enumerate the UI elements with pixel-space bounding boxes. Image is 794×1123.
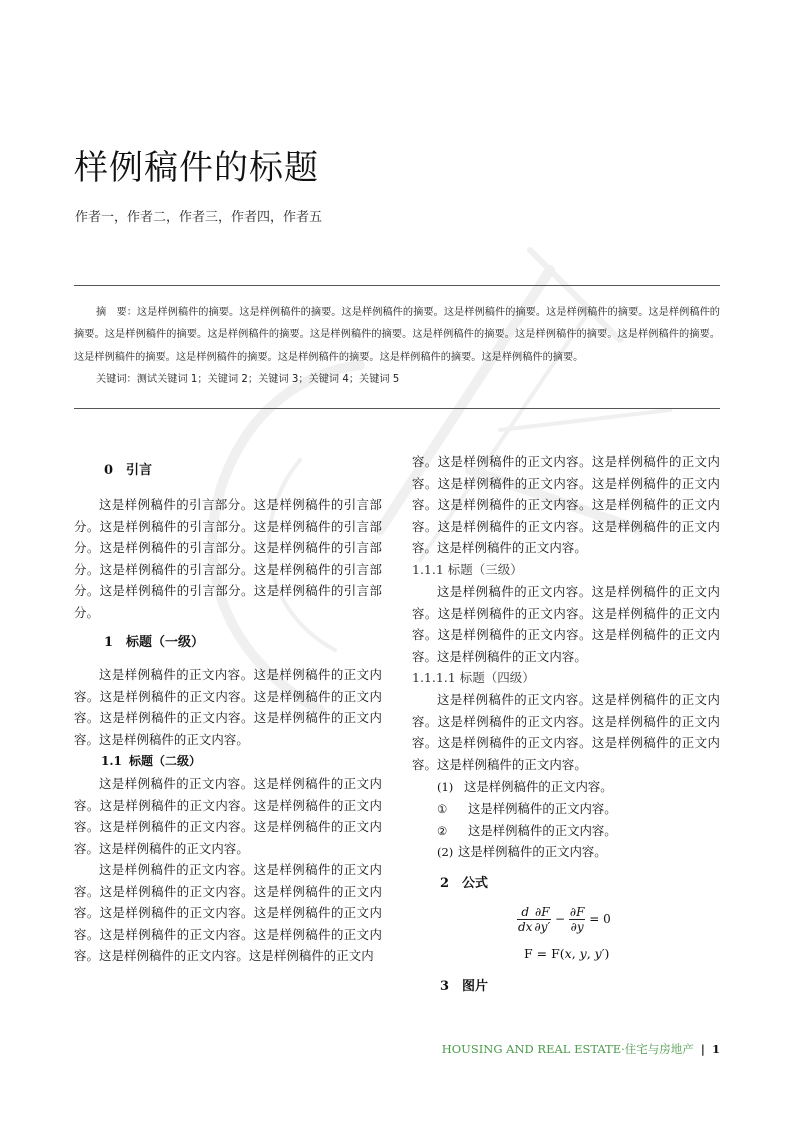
- section-heading-0: 0 引言: [104, 463, 153, 478]
- section-heading-3: 3 图片: [440, 979, 489, 994]
- keywords-label: 关键词：: [96, 373, 137, 385]
- journal-name: HOUSING AND REAL ESTATE·住宅与房地产: [441, 1042, 694, 1056]
- list-item: (2) 这是样例稿件的正文内容。: [437, 844, 607, 859]
- section-1-1-1-paragraph: 这是样例稿件的正文内容。这是样例稿件的正文内容。这是样例稿件的正文内容。这是样例稿件的正文内容。这是样例稿件的正文内容。这是样例稿件的正文内容。这是样例稿件的正文内容。: [412, 584, 720, 664]
- section-1-1-paragraph-2: 这是样例稿件的正文内容。这是样例稿件的正文内容。这是样例稿件的正文内容。这是样例稿件的正文内容。这是样例稿件的正文内容。这是样例稿件的正文内容。这是样例稿件的正文内容。这是样例稿件的正文内容。这是样例稿件的正文内容。这是样例稿件的正文内: [74, 862, 382, 964]
- list-item: ② 这是样例稿件的正文内容。: [437, 823, 617, 838]
- section-1-1-paragraph-2-continued: 容。这是样例稿件的正文内容。这是样例稿件的正文内容。这是样例稿件的正文内容。这是样例稿件的正文内容。这是样例稿件的正文内容。这是样例稿件的正文内容。这是样例稿件的正文内容。这是样例稿件的正文内容。这是样例稿件的正文内容。: [412, 454, 720, 556]
- section-heading-1-1: 1.1 标题（二级）: [101, 754, 202, 768]
- abstract-label: 摘 要：: [96, 307, 137, 318]
- section-1-1-paragraph-1: 这是样例稿件的正文内容。这是样例稿件的正文内容。这是样例稿件的正文内容。这是样例稿件的正文内容。这是样例稿件的正文内容。这是样例稿件的正文内容。这是样例稿件的正文内容。: [74, 776, 382, 856]
- divider-bottom: [74, 408, 720, 409]
- footer-separator: |: [700, 1042, 705, 1056]
- list-item: (1) 这是样例稿件的正文内容。: [437, 779, 613, 794]
- fraction-dF-dy: $\frac{\partial F}{\partial y}$: [569, 905, 585, 934]
- section-heading-2: 2 公式: [440, 876, 489, 891]
- keywords-line: [74, 369, 720, 391]
- section-1-paragraph: 这是样例稿件的正文内容。这是样例稿件的正文内容。这是样例稿件的正文内容。这是样例稿件的正文内容。这是样例稿件的正文内容。这是样例稿件的正文内容。这是样例稿件的正文内容。: [74, 667, 382, 747]
- minus-sign: −: [555, 912, 566, 926]
- page-number: 1: [711, 1042, 720, 1056]
- section-heading-1-1-1-1: 1.1.1.1 标题（四级）: [412, 670, 535, 685]
- equation-euler-lagrange: [517, 905, 611, 934]
- fraction-d-dx: $\frac{d}{dx}$: [518, 905, 533, 934]
- equation-rhs: = 0: [589, 912, 611, 926]
- equation-function-definition: F = F(𝑥, 𝑦, 𝑦′): [524, 946, 610, 961]
- fraction-dF-dy-prime: $\frac{\partial F}{\partial y'}$: [534, 905, 551, 934]
- list-item: ① 这是样例稿件的正文内容。: [437, 801, 617, 816]
- keywords-text: 测试关键词 1；关键词 2；关键词 3；关键词 4；关键词 5: [136, 373, 400, 385]
- section-heading-1: 1 标题（一级）: [104, 635, 205, 650]
- page-footer: [442, 1040, 720, 1058]
- abstract-block: [74, 302, 720, 391]
- divider-top: [74, 285, 720, 286]
- section-1-1-1-1-paragraph: 这是样例稿件的正文内容。这是样例稿件的正文内容。这是样例稿件的正文内容。这是样例稿件的正文内容。这是样例稿件的正文内容。这是样例稿件的正文内容。这是样例稿件的正文内容。: [412, 692, 720, 772]
- intro-paragraph: 这是样例稿件的引言部分。这是样例稿件的引言部分。这是样例稿件的引言部分。这是样例稿件的引言部分。这是样例稿件的引言部分。这是样例稿件的引言部分。这是样例稿件的引言部分。这是样例稿件的引言部分。这是样例稿件的引言部分。这是样例稿件的引言部分。: [74, 497, 382, 620]
- abstract-paragraph: [74, 302, 720, 369]
- abstract-text: 这是样例稿件的摘要。这是样例稿件的摘要。这是样例稿件的摘要。这是样例稿件的摘要。这是样例稿件的摘要。这是样例稿件的摘要。这是样例稿件的摘要。这是样例稿件的摘要。这是样例稿件的摘要。这是样例稿件的摘要。这是样例稿件的摘要。这是样例稿件的摘要。这是样例稿件的摘要。这是样例稿件的摘要。这是样例稿件的摘要。这是样例稿件的摘要。这是样例稿件的摘要。: [74, 307, 720, 363]
- page-title: 样例稿件的标题: [74, 148, 319, 188]
- section-heading-1-1-1: 1.1.1 标题（三级）: [412, 562, 523, 577]
- author-list: 作者一，作者二，作者三，作者四，作者五: [75, 210, 323, 225]
